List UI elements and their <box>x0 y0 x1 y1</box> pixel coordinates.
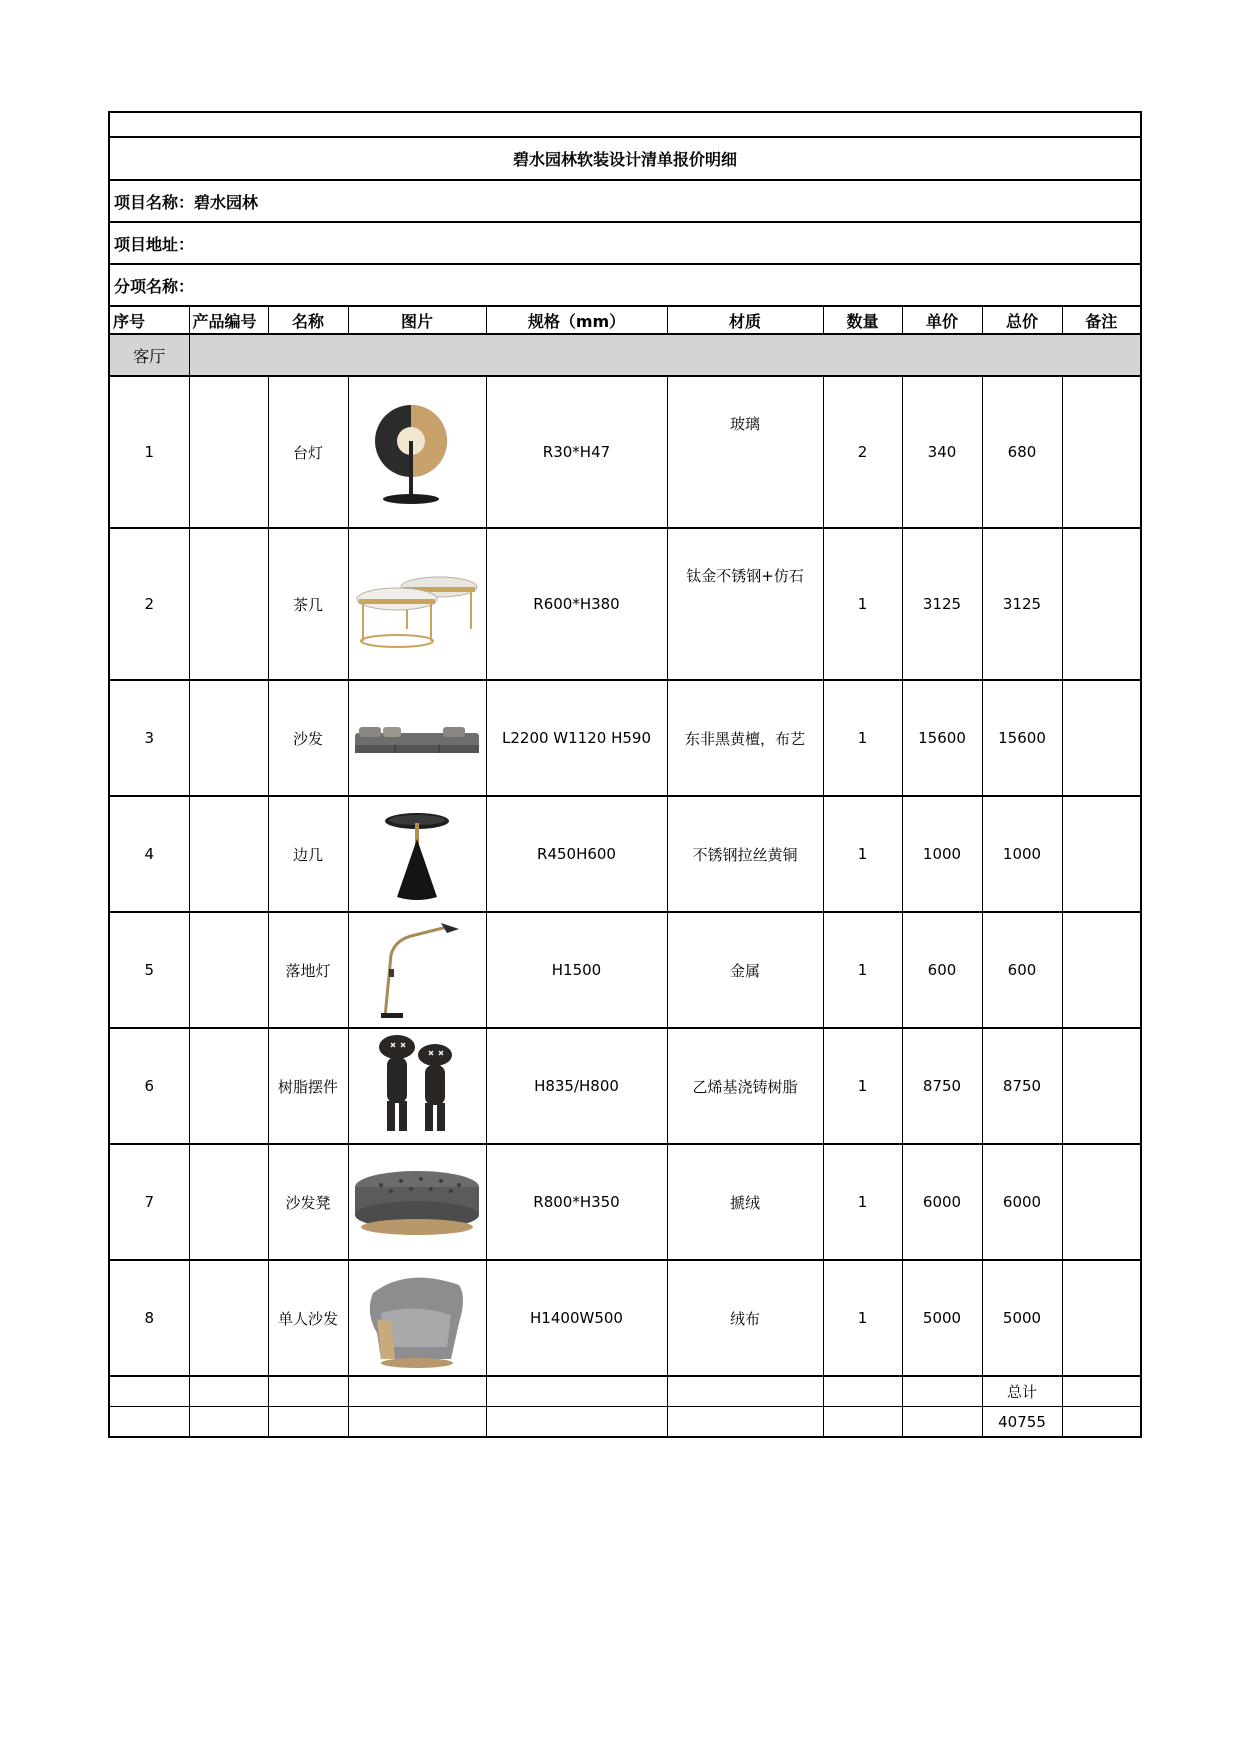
item-name: 沙发凳 <box>268 1144 348 1260</box>
item-spec: R800*H350 <box>486 1144 667 1260</box>
header-material: 材质 <box>667 306 823 334</box>
item-material: 乙烯基浇铸树脂 <box>667 1028 823 1144</box>
table-row <box>109 912 1141 1028</box>
header-picture: 图片 <box>348 306 486 334</box>
section-row <box>109 334 1141 376</box>
table-row <box>109 1028 1141 1144</box>
item-total: 1000 <box>982 796 1062 912</box>
item-code <box>189 912 268 1028</box>
item-no: 6 <box>109 1028 189 1144</box>
project-address: 项目地址： <box>109 222 1141 264</box>
item-spec: H1500 <box>486 912 667 1028</box>
item-material: 钛金不锈钢+仿石 <box>667 528 823 680</box>
item-code <box>189 376 268 528</box>
item-no: 8 <box>109 1260 189 1376</box>
item-note <box>1062 1260 1141 1376</box>
summary-label: 总计 <box>982 1376 1062 1407</box>
item-spec: H1400W500 <box>486 1260 667 1376</box>
item-unit-price: 600 <box>902 912 982 1028</box>
item-qty: 1 <box>823 796 902 912</box>
summary-label-row <box>109 1376 1141 1407</box>
item-note <box>1062 680 1141 796</box>
item-qty: 1 <box>823 528 902 680</box>
header-note: 备注 <box>1062 306 1141 334</box>
title-row <box>109 137 1141 180</box>
item-qty: 2 <box>823 376 902 528</box>
project-address-row <box>109 222 1141 264</box>
item-total: 6000 <box>982 1144 1062 1260</box>
item-note <box>1062 376 1141 528</box>
table-row <box>109 528 1141 680</box>
header-unit-price: 单价 <box>902 306 982 334</box>
item-qty: 1 <box>823 680 902 796</box>
header-qty: 数量 <box>823 306 902 334</box>
quote-table <box>108 111 1142 1438</box>
item-no: 4 <box>109 796 189 912</box>
project-name: 项目名称：碧水园林 <box>109 180 1141 222</box>
item-picture <box>348 680 486 796</box>
item-note <box>1062 796 1141 912</box>
item-material: 搋绒 <box>667 1144 823 1260</box>
item-code <box>189 680 268 796</box>
item-picture <box>348 912 486 1028</box>
item-total: 3125 <box>982 528 1062 680</box>
item-material: 东非黑黄檀，布艺 <box>667 680 823 796</box>
sheet-title: 碧水园林软装设计清单报价明细 <box>109 137 1141 180</box>
sub-item-row <box>109 264 1141 306</box>
armchair-icon <box>351 1263 483 1373</box>
blank-row <box>109 112 1141 137</box>
item-name: 树脂摆件 <box>268 1028 348 1144</box>
item-name: 茶几 <box>268 528 348 680</box>
item-qty: 1 <box>823 1260 902 1376</box>
item-picture <box>348 796 486 912</box>
item-picture <box>348 376 486 528</box>
sub-item-name: 分项名称： <box>109 264 1141 306</box>
side-table-icon <box>351 799 483 909</box>
item-picture <box>348 528 486 680</box>
item-spec: R450H600 <box>486 796 667 912</box>
item-code <box>189 1260 268 1376</box>
item-note <box>1062 1144 1141 1260</box>
item-unit-price: 8750 <box>902 1028 982 1144</box>
table-row <box>109 796 1141 912</box>
item-spec: H835/H800 <box>486 1028 667 1144</box>
item-no: 2 <box>109 528 189 680</box>
summary-value-row <box>109 1407 1141 1438</box>
item-name: 台灯 <box>268 376 348 528</box>
item-unit-price: 15600 <box>902 680 982 796</box>
item-note <box>1062 912 1141 1028</box>
floor-lamp-icon <box>351 915 483 1025</box>
header-name: 名称 <box>268 306 348 334</box>
project-name-row <box>109 180 1141 222</box>
table-row <box>109 376 1141 528</box>
item-code <box>189 796 268 912</box>
resin-figure-icon <box>351 1031 483 1141</box>
item-no: 7 <box>109 1144 189 1260</box>
item-picture <box>348 1144 486 1260</box>
header-total: 总价 <box>982 306 1062 334</box>
section-label: 客厅 <box>109 334 189 376</box>
item-no: 5 <box>109 912 189 1028</box>
table-row <box>109 1260 1141 1376</box>
item-picture <box>348 1028 486 1144</box>
item-name: 单人沙发 <box>268 1260 348 1376</box>
item-material: 绒布 <box>667 1260 823 1376</box>
item-spec: R600*H380 <box>486 528 667 680</box>
item-note <box>1062 1028 1141 1144</box>
quote-sheet <box>108 111 1140 1438</box>
item-no: 1 <box>109 376 189 528</box>
item-qty: 1 <box>823 1028 902 1144</box>
header-code: 产品编号 <box>189 306 268 334</box>
item-name: 落地灯 <box>268 912 348 1028</box>
item-total: 5000 <box>982 1260 1062 1376</box>
item-name: 沙发 <box>268 680 348 796</box>
item-code <box>189 1028 268 1144</box>
item-unit-price: 5000 <box>902 1260 982 1376</box>
item-qty: 1 <box>823 912 902 1028</box>
item-material: 玻璃 <box>667 376 823 528</box>
sofa-icon <box>351 683 483 793</box>
ottoman-icon <box>351 1147 483 1257</box>
item-code <box>189 1144 268 1260</box>
item-total: 15600 <box>982 680 1062 796</box>
item-total: 8750 <box>982 1028 1062 1144</box>
table-row <box>109 1144 1141 1260</box>
item-no: 3 <box>109 680 189 796</box>
item-spec: R30*H47 <box>486 376 667 528</box>
item-unit-price: 340 <box>902 376 982 528</box>
item-material: 金属 <box>667 912 823 1028</box>
header-spec: 规格（mm） <box>486 306 667 334</box>
item-unit-price: 6000 <box>902 1144 982 1260</box>
summary-value: 40755 <box>982 1407 1062 1438</box>
item-name: 边几 <box>268 796 348 912</box>
item-spec: L2200 W1120 H590 <box>486 680 667 796</box>
item-total: 680 <box>982 376 1062 528</box>
item-unit-price: 3125 <box>902 528 982 680</box>
item-code <box>189 528 268 680</box>
item-unit-price: 1000 <box>902 796 982 912</box>
item-qty: 1 <box>823 1144 902 1260</box>
table-lamp-icon <box>351 397 483 507</box>
item-picture <box>348 1260 486 1376</box>
item-note <box>1062 528 1141 680</box>
coffee-table-icon <box>351 549 483 659</box>
item-total: 600 <box>982 912 1062 1028</box>
table-row <box>109 680 1141 796</box>
header-no: 序号 <box>109 306 189 334</box>
item-material: 不锈钢拉丝黄铜 <box>667 796 823 912</box>
header-row <box>109 306 1141 334</box>
